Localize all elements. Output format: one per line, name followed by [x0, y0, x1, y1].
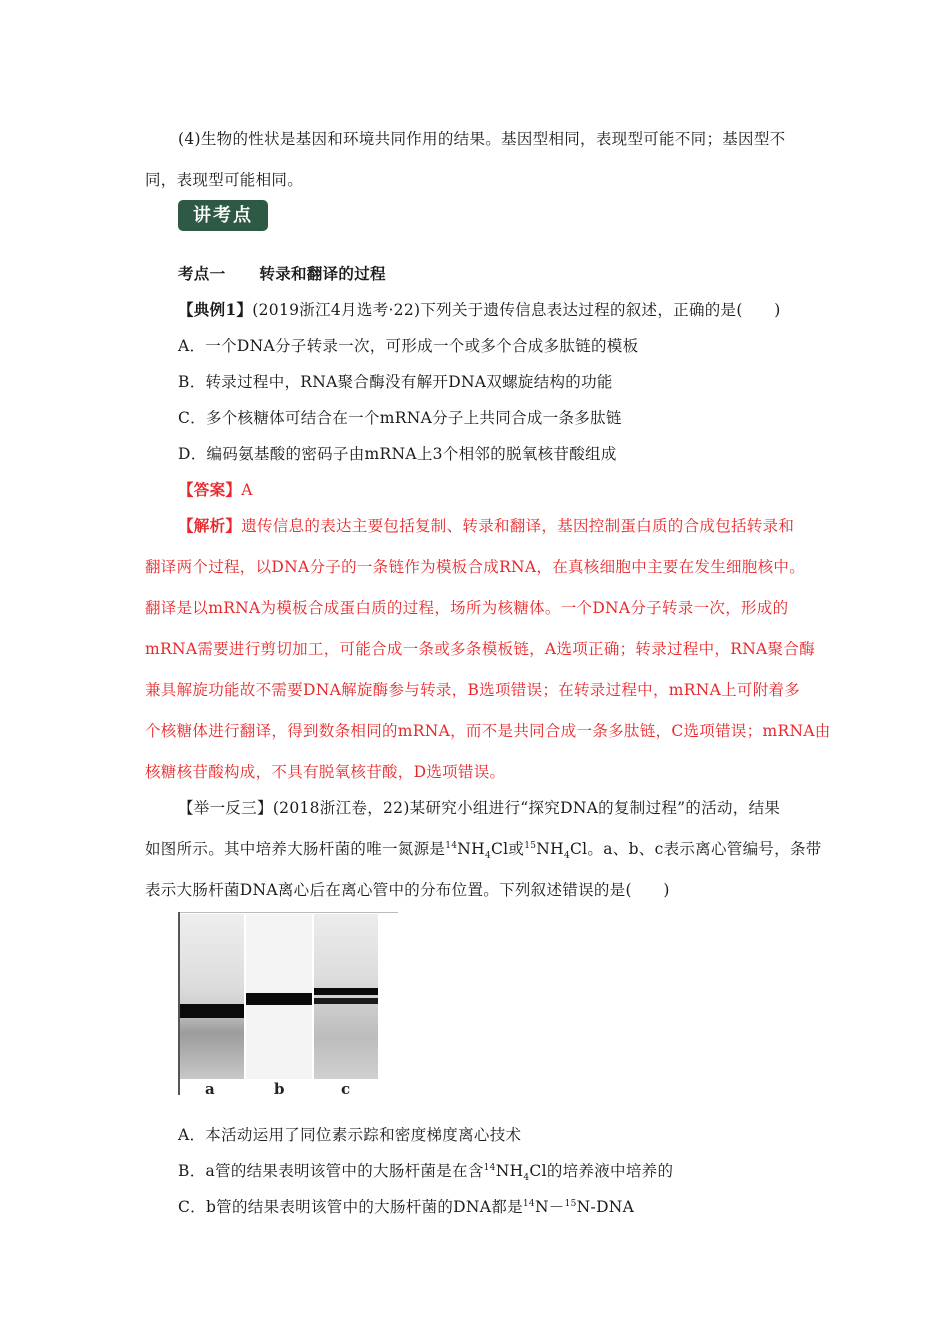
- option-c-isotope-14: 14: [522, 1199, 535, 1209]
- answer-value: A: [241, 481, 253, 499]
- example-source: (2019浙江4月选考·22)下列关于遗传信息表达过程的叙述，正确的是( ): [252, 301, 781, 319]
- analysis-line-5: 兼具解旋功能故不需要DNA解旋酶参与转录，B选项错误；在转录过程中，mRNA上可附着多: [145, 681, 801, 699]
- tube-label-c: c: [341, 1080, 351, 1098]
- example-question: [178, 298, 781, 320]
- practice-line-3: 表示大肠杆菌DNA离心后在离心管中的分布位置。下列叙述错误的是( ): [145, 881, 670, 899]
- analysis-line-7: 核糖核苷酸构成，不具有脱氧核苷酸，D选项错误。: [145, 763, 506, 781]
- nh-text-2: NH: [536, 840, 564, 858]
- option-b-cl: Cl: [529, 1162, 547, 1180]
- tube-a: [180, 914, 244, 1079]
- option-b-sub4: 4: [523, 1173, 530, 1184]
- practice-line-1: [178, 796, 780, 818]
- tube-label-b: b: [274, 1080, 285, 1098]
- figure-top-border: [178, 912, 398, 913]
- analysis-text-1: 遗传信息的表达主要包括复制、转录和翻译，基因控制蛋白质的合成包括转录和: [241, 517, 795, 535]
- topic-heading: [178, 262, 386, 284]
- example-option-a: A．一个DNA分子转录一次，可形成一个或多个合成多肽链的模板: [178, 337, 639, 355]
- example-option-c: C．多个核糖体可结合在一个mRNA分子上共同合成一条多肽链: [178, 409, 622, 427]
- isotope-15: 15: [524, 841, 537, 851]
- sub-4: 4: [484, 851, 491, 862]
- tube-c: [314, 914, 378, 1079]
- intro-line-2: 同，表现型可能相同。: [145, 171, 304, 189]
- option-b-pre: B．a管的结果表明该管中的大肠杆菌是在含: [178, 1162, 484, 1180]
- tube-c-band-lower: [314, 998, 378, 1004]
- analysis-line-1: [178, 514, 794, 536]
- sub-4-2: 4: [563, 851, 570, 862]
- cl-text-2: Cl: [570, 840, 588, 858]
- isotope-14: 14: [445, 841, 458, 851]
- analysis-line-6: 个核糖体进行翻译，得到数条相同的mRNA，而不是共同合成一条多肽链，C选项错误；mRNA由: [145, 722, 831, 740]
- option-c-pre: C．b管的结果表明该管中的大肠杆菌的DNA都是: [178, 1198, 523, 1216]
- tube-b-band: [246, 993, 312, 1005]
- practice-option-c: [178, 1195, 634, 1217]
- option-c-post: N-DNA: [576, 1198, 635, 1216]
- or-text: 或: [508, 840, 525, 858]
- analysis-line-4: mRNA需要进行剪切加工，可能合成一条或多条模板链，A选项正确；转录过程中，RNA聚合酶: [145, 640, 815, 658]
- nh-text: NH: [457, 840, 485, 858]
- topic-title: 转录和翻译的过程: [259, 264, 386, 283]
- analysis-tag: 【解析】: [178, 516, 242, 535]
- analysis-line-3: 翻译是以mRNA为模板合成蛋白质的过程，场所为核糖体。一个DNA分子转录一次，形成的: [145, 599, 789, 617]
- practice-line-2-pre: 如图所示。其中培养大肠杆菌的唯一氮源是: [145, 840, 446, 858]
- example-option-d: D．编码氨基酸的密码子由mRNA上3个相邻的脱氧核苷酸组成: [178, 445, 617, 463]
- practice-option-a: A．本活动运用了同位素示踪和密度梯度离心技术: [178, 1126, 522, 1144]
- practice-line-2-post: 。a、b、c表示离心管编号，条带: [587, 840, 822, 858]
- topic-number: 考点一: [178, 264, 226, 283]
- practice-tag: 【举一反三】: [178, 799, 273, 817]
- example-tag: 【典例1】: [178, 300, 253, 319]
- option-b-nh: NH: [495, 1162, 524, 1180]
- practice-option-b: [178, 1159, 673, 1183]
- tube-label-a: a: [205, 1080, 215, 1098]
- option-c-mid: N－: [534, 1198, 565, 1216]
- tube-a-band: [180, 1004, 244, 1018]
- answer-tag: 【答案】: [178, 480, 242, 499]
- answer-line: [178, 478, 253, 500]
- option-b-post: 的培养液中培养的: [546, 1162, 674, 1180]
- tube-b: [246, 914, 312, 1079]
- practice-source: (2018浙江卷，22)某研究小组进行“探究DNA的复制过程”的活动，结果: [272, 799, 781, 817]
- tube-c-band-upper: [314, 988, 378, 995]
- cl-text: Cl: [490, 840, 509, 858]
- intro-line-1: (4)生物的性状是基因和环境共同作用的结果。基因型相同，表现型可能不同；基因型不: [178, 130, 786, 148]
- analysis-line-2: 翻译两个过程，以DNA分子的一条链作为模板合成RNA，在真核细胞中主要在发生细胞核中。: [145, 558, 806, 576]
- option-c-isotope-15: 15: [564, 1199, 577, 1209]
- practice-line-2: [145, 837, 822, 861]
- example-option-b: B．转录过程中，RNA聚合酶没有解开DNA双螺旋结构的功能: [178, 373, 613, 391]
- centrifuge-figure: [178, 912, 398, 1098]
- section-badge: 讲考点: [178, 200, 268, 231]
- option-b-isotope: 14: [483, 1163, 496, 1173]
